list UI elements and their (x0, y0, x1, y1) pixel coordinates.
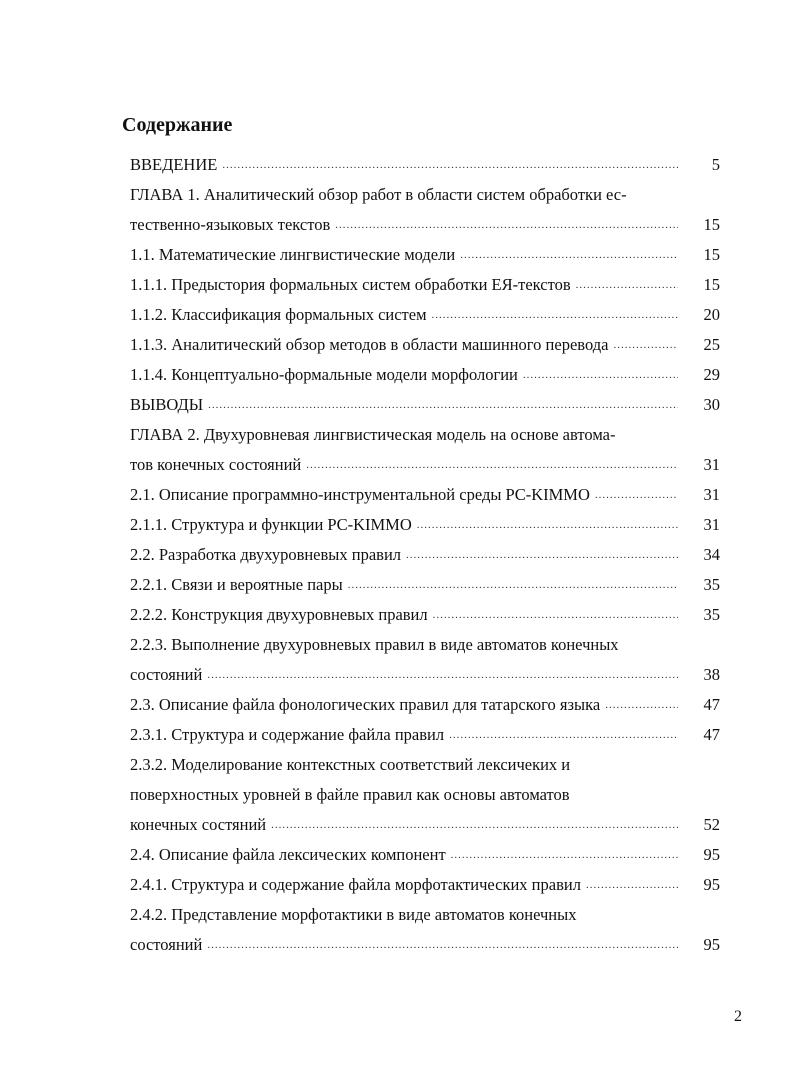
toc-entry[interactable] (130, 300, 720, 330)
toc-entry-line (130, 480, 720, 510)
toc-entry[interactable] (130, 150, 720, 180)
toc-entry-line (130, 720, 720, 750)
toc-entry-line (130, 840, 720, 870)
toc-entry-line (130, 570, 720, 600)
toc-entry-line (130, 180, 720, 210)
toc-page-number: 35 (703, 605, 720, 624)
toc-entry-line (130, 780, 720, 810)
toc-entry-text: 2.2. Разработка двухуровневых правил (130, 545, 402, 564)
toc-entry-line (130, 330, 720, 360)
table-of-contents (130, 150, 720, 960)
toc-entry[interactable] (130, 180, 720, 240)
toc-entry-text: 2.4.2. Представление морфотактики в виде автоматов конечных (130, 905, 577, 924)
toc-page-number: 95 (703, 875, 720, 894)
toc-page-number: 95 (703, 845, 720, 864)
toc-entry[interactable] (130, 600, 720, 630)
toc-entry-text: 2.2.1. Связи и вероятные пары (130, 575, 343, 594)
toc-entry-line (130, 810, 720, 840)
toc-entry-text: 1.1. Математические лингвистические модели (130, 245, 456, 264)
toc-entry-text: ВВЕДЕНИЕ (130, 155, 218, 174)
toc-entry-line (130, 930, 720, 960)
toc-entry-text: 2.3. Описание файла фонологических правил для татарского языка (130, 695, 601, 714)
toc-page-number: 47 (703, 695, 720, 714)
toc-entry[interactable] (130, 240, 720, 270)
toc-entry[interactable] (130, 330, 720, 360)
toc-entry-text: конечных состяний (130, 815, 267, 834)
dot-leader (348, 570, 678, 600)
dot-leader (449, 720, 678, 750)
toc-entry-line (130, 690, 720, 720)
toc-entry[interactable] (130, 270, 720, 300)
toc-entry-text: 2.2.2. Конструкция двухуровневых правил (130, 605, 428, 624)
toc-entry-text: 2.1. Описание программно-инструментальной среды PC-KIMMO (130, 485, 590, 504)
toc-page-number: 52 (703, 815, 720, 834)
toc-page-number: 38 (703, 665, 720, 684)
dot-leader (417, 510, 678, 540)
toc-entry[interactable] (130, 480, 720, 510)
toc-entry-text: 2.4. Описание файла лексических компонент (130, 845, 446, 864)
toc-page-number: 25 (703, 335, 720, 354)
dot-leader (207, 660, 678, 690)
toc-entry[interactable] (130, 630, 720, 690)
dot-leader (208, 390, 678, 420)
toc-entry-text: 2.2.3. Выполнение двухуровневых правил в виде автоматов конечных (130, 635, 619, 654)
page-title: Содержание (122, 114, 233, 136)
dot-leader (433, 600, 678, 630)
toc-entry-line (130, 540, 720, 570)
toc-entry-text: поверхностных уровней в файле правил как основы автоматов (130, 785, 570, 804)
toc-entry-text: 1.1.2. Классификация формальных систем (130, 305, 427, 324)
dot-leader (207, 930, 678, 960)
toc-page-number: 31 (703, 515, 720, 534)
toc-entry-line (130, 150, 720, 180)
toc-entry-line (130, 450, 720, 480)
toc-page-number: 5 (711, 155, 720, 174)
toc-page-number: 29 (703, 365, 720, 384)
toc-page-number: 15 (703, 275, 720, 294)
toc-entry-text: состояний (130, 935, 203, 954)
toc-entry-line (130, 420, 720, 450)
toc-entry[interactable] (130, 900, 720, 960)
toc-entry[interactable] (130, 570, 720, 600)
toc-entry-line (130, 270, 720, 300)
dot-leader (595, 480, 678, 510)
dot-leader (460, 240, 678, 270)
toc-page-number: 34 (703, 545, 720, 564)
toc-entry-text: 2.4.1. Структура и содержание файла морфотактических правил (130, 875, 581, 894)
toc-entry-line (130, 600, 720, 630)
toc-entry-text: 1.1.1. Предыстория формальных систем обработки ЕЯ-текстов (130, 275, 571, 294)
toc-entry[interactable] (130, 840, 720, 870)
toc-entry-text: 1.1.4. Концептуально-формальные модели морфологии (130, 365, 518, 384)
toc-entry[interactable] (130, 690, 720, 720)
toc-entry-text: 2.1.1. Структура и функции PC-KIMMO (130, 515, 412, 534)
toc-page-number: 35 (703, 575, 720, 594)
toc-entry-text: 2.3.2. Моделирование контекстных соответствий лексичеких и (130, 755, 571, 774)
toc-entry-text: состояний (130, 665, 203, 684)
toc-entry-text: ГЛАВА 1. Аналитический обзор работ в области систем обработки ес- (130, 185, 627, 204)
toc-page-number: 30 (703, 395, 720, 414)
toc-entry-line (130, 750, 720, 780)
page-number: 2 (734, 1008, 742, 1025)
toc-entry-line (130, 300, 720, 330)
toc-entry[interactable] (130, 420, 720, 480)
toc-entry-line (130, 630, 720, 660)
toc-entry-line (130, 240, 720, 270)
toc-entry[interactable] (130, 750, 720, 840)
toc-entry-text: 1.1.3. Аналитический обзор методов в области машинного перевода (130, 335, 609, 354)
toc-entry[interactable] (130, 390, 720, 420)
dot-leader (523, 360, 678, 390)
dot-leader (406, 540, 678, 570)
toc-entry-line (130, 360, 720, 390)
dot-leader (271, 810, 678, 840)
dot-leader (613, 330, 678, 360)
toc-entry-line (130, 870, 720, 900)
dot-leader (451, 840, 678, 870)
dot-leader (605, 690, 678, 720)
toc-entry[interactable] (130, 870, 720, 900)
toc-entry[interactable] (130, 360, 720, 390)
toc-entry-text: ВЫВОДЫ (130, 395, 204, 414)
toc-entry-line (130, 900, 720, 930)
toc-entry-text: тественно-языковых текстов (130, 215, 331, 234)
toc-entry-line (130, 510, 720, 540)
dot-leader (222, 150, 678, 180)
toc-entry[interactable] (130, 720, 720, 750)
toc-page-number: 31 (703, 485, 720, 504)
toc-entry[interactable] (130, 540, 720, 570)
toc-page-number: 95 (703, 935, 720, 954)
toc-entry-line (130, 390, 720, 420)
dot-leader (335, 210, 678, 240)
toc-page-number: 20 (703, 305, 720, 324)
toc-entry-line (130, 660, 720, 690)
dot-leader (576, 270, 678, 300)
toc-page-number: 31 (703, 455, 720, 474)
dot-leader (432, 300, 678, 330)
toc-entry[interactable] (130, 510, 720, 540)
toc-page-number: 15 (703, 245, 720, 264)
toc-page-number: 15 (703, 215, 720, 234)
toc-entry-line (130, 210, 720, 240)
toc-page-number: 47 (703, 725, 720, 744)
dot-leader (306, 450, 678, 480)
toc-entry-text: 2.3.1. Структура и содержание файла правил (130, 725, 445, 744)
toc-entry-text: ГЛАВА 2. Двухуровневая лингвистическая модель на основе автома- (130, 425, 616, 444)
dot-leader (586, 870, 678, 900)
toc-entry-text: тов конечных состояний (130, 455, 302, 474)
